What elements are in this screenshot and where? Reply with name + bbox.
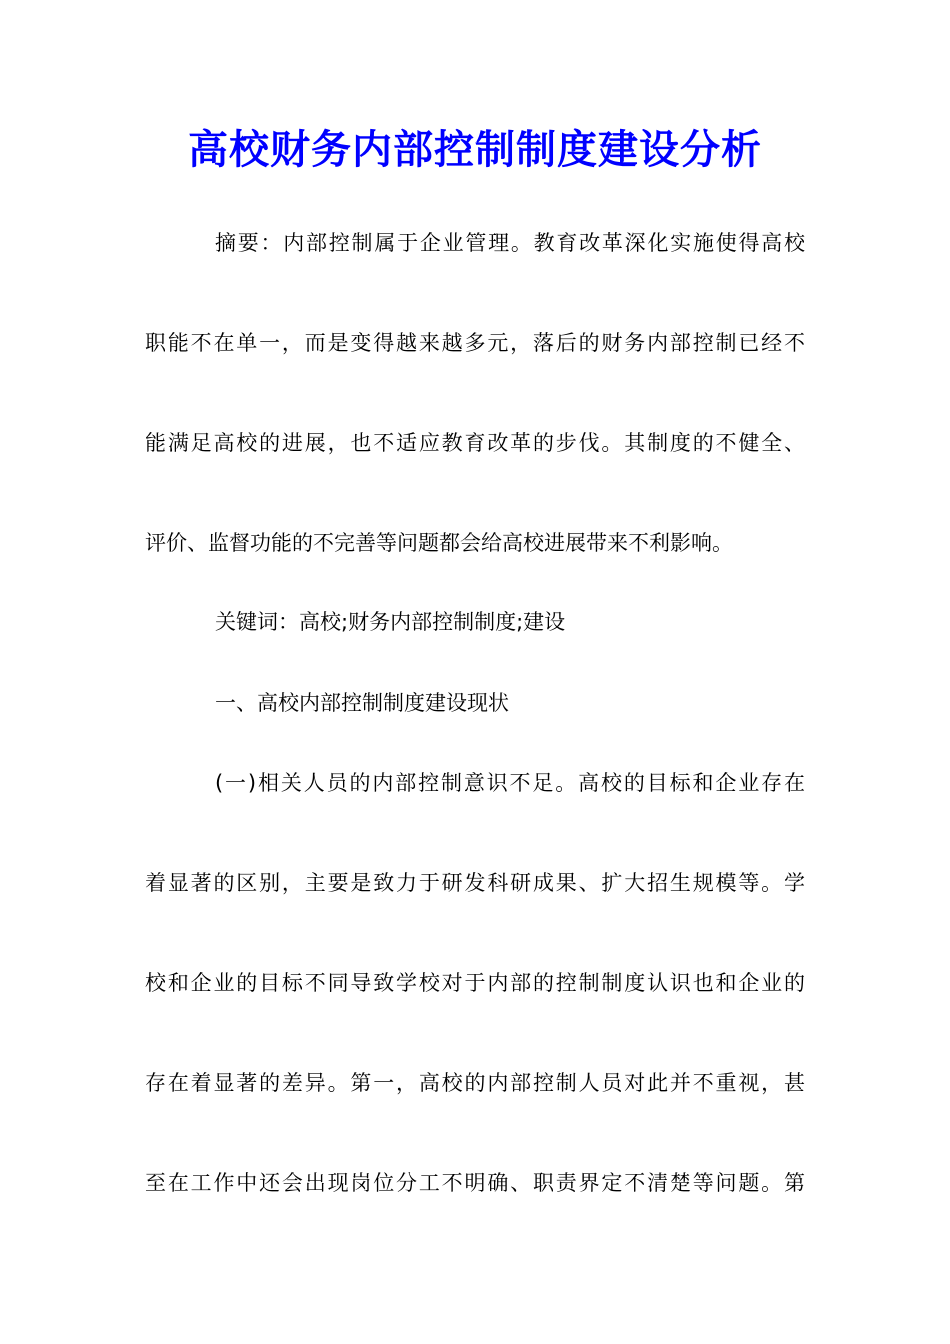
paragraph-line-5: 至在工作中还会出现岗位分工不明确、职责界定不清楚等问题。第 [145,1171,805,1195]
abstract-line-4: 评价、监督功能的不完善等问题都会给高校进展带来不利影响。 [145,531,733,555]
paragraph-line-3: 校和企业的目标不同导致学校对于内部的控制制度认识也和企业的 [145,971,805,995]
paragraph-line-4: 存在着显著的差异。第一，高校的内部控制人员对此并不重视，甚 [145,1071,805,1095]
keywords-line: 关键词：高校;财务内部控制制度;建设 [215,610,566,634]
paragraph-line-2: 着显著的区别，主要是致力于研发科研成果、扩大招生规模等。学 [145,871,805,895]
section-heading: 一、高校内部控制制度建设现状 [215,691,509,715]
abstract-line-2: 职能不在单一，而是变得越来越多元，落后的财务内部控制已经不 [145,331,805,355]
paragraph-line-1: (一)相关人员的内部控制意识不足。高校的目标和企业存在 [215,771,805,795]
abstract-line-3: 能满足高校的进展，也不适应教育改革的步伐。其制度的不健全、 [145,431,805,455]
abstract-line-1: 摘要：内部控制属于企业管理。教育改革深化实施使得高校 [215,231,805,255]
document-title: 高校财务内部控制制度建设分析 [188,126,762,173]
